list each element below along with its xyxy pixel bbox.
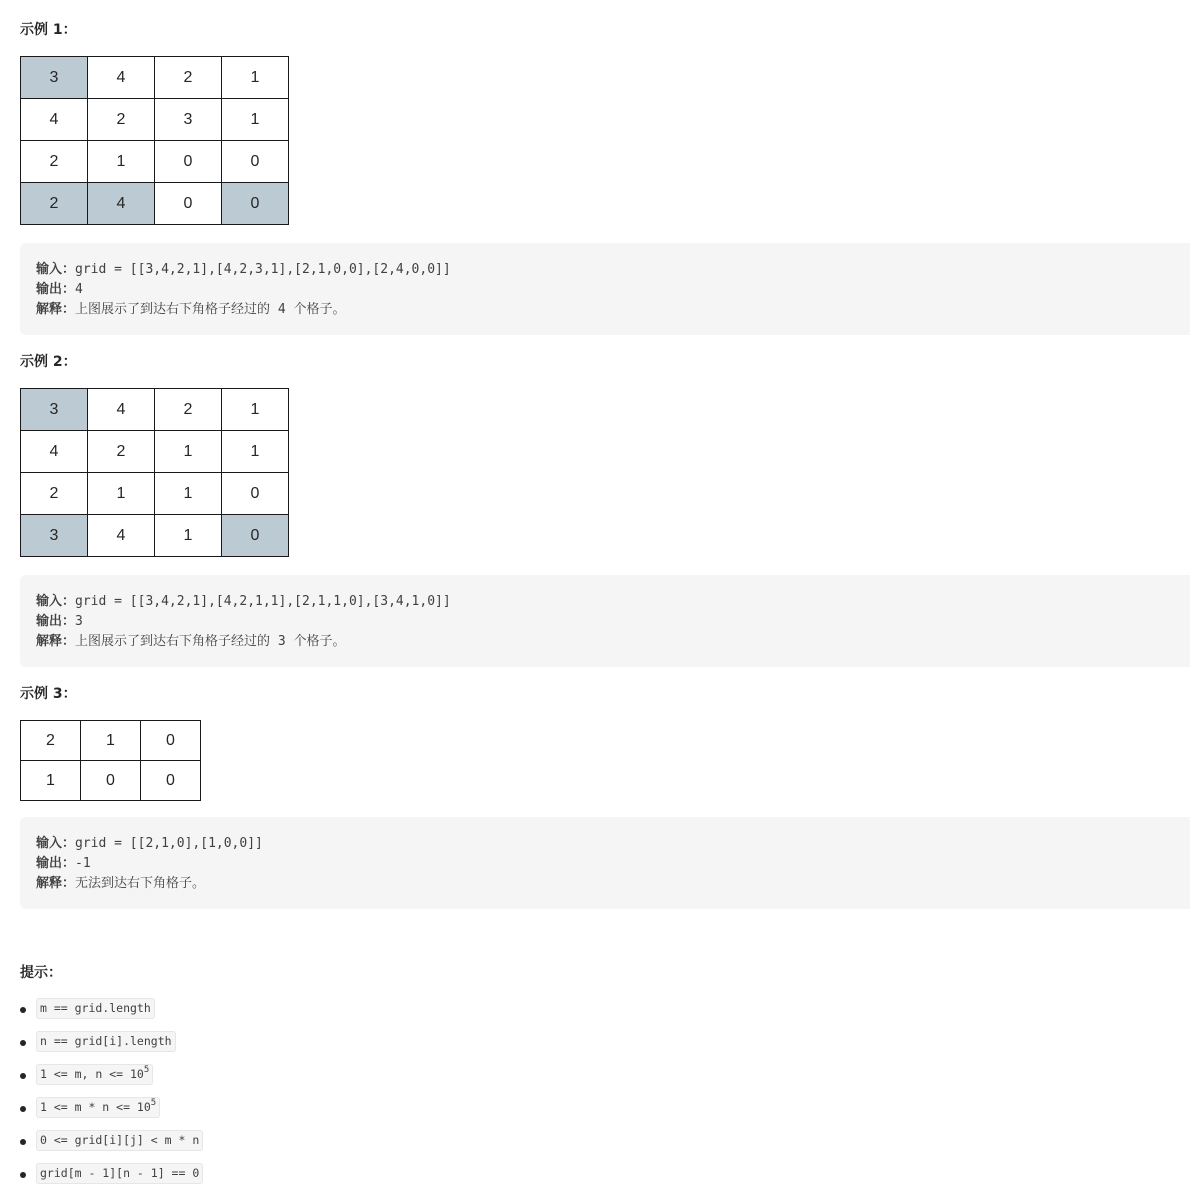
grid-row (21, 473, 289, 515)
grid-cell: 0 (222, 183, 289, 225)
grid-cell: 1 (155, 473, 222, 515)
explain-label: 解释： (36, 876, 76, 891)
example-2-heading: 示例 2： (20, 354, 77, 370)
grid-cell: 2 (21, 721, 81, 761)
hint-text: 1 <= m, n <= 10 (40, 1067, 144, 1081)
grid-row (21, 431, 289, 473)
hint-superscript: 5 (150, 1098, 157, 1108)
example-3-grid (20, 720, 201, 801)
grid-row (21, 57, 289, 99)
input-label: 输入： (36, 836, 76, 851)
example-1-explain-line (36, 300, 1190, 320)
grid-cell: 2 (155, 57, 222, 99)
hint-superscript: 5 (143, 1065, 150, 1075)
explain-label: 解释： (36, 634, 76, 649)
grid-cell: 3 (21, 57, 88, 99)
input-value: grid = [[3,4,2,1],[4,2,3,1],[2,1,0,0],[2,4,0,0]] (75, 262, 451, 277)
hints-heading: 提示： (20, 965, 62, 981)
example-2-input-line (36, 592, 1190, 612)
hint-text: grid[m - 1][n - 1] == 0 (40, 1166, 200, 1180)
grid-cell: 4 (21, 431, 88, 473)
grid-cell: 2 (21, 473, 88, 515)
hint-code (36, 1130, 203, 1151)
grid-row (21, 141, 289, 183)
hint-item (20, 1058, 203, 1091)
example-2-codeblock (20, 575, 1190, 667)
example-1-input-line (36, 260, 1190, 280)
hint-text: n == grid[i].length (40, 1034, 172, 1048)
grid-cell: 1 (222, 99, 289, 141)
hint-item (20, 992, 203, 1025)
example-3-codeblock (20, 817, 1190, 909)
grid-cell: 2 (21, 183, 88, 225)
grid-cell: 4 (88, 57, 155, 99)
example-2-grid (20, 388, 289, 557)
grid-cell: 2 (155, 389, 222, 431)
grid-row (21, 183, 289, 225)
grid-cell: 2 (21, 141, 88, 183)
output-value: -1 (75, 856, 91, 871)
hint-text: 1 <= m * n <= 10 (40, 1100, 151, 1114)
output-label: 输出： (36, 282, 76, 297)
example-1-heading: 示例 1： (20, 22, 77, 38)
grid-cell: 0 (155, 141, 222, 183)
hint-text: 0 <= grid[i][j] < m * n (40, 1133, 200, 1147)
example-2-explain-line (36, 632, 1190, 652)
grid-cell: 3 (21, 389, 88, 431)
grid-row (21, 99, 289, 141)
hint-code (36, 1064, 153, 1085)
grid-cell: 0 (222, 141, 289, 183)
input-label: 输入： (36, 594, 76, 609)
hint-code (36, 1163, 203, 1184)
grid-row (21, 389, 289, 431)
grid-cell: 1 (222, 57, 289, 99)
grid-cell: 3 (155, 99, 222, 141)
grid-cell: 4 (88, 389, 155, 431)
grid-cell: 1 (155, 515, 222, 557)
grid-cell: 0 (222, 515, 289, 557)
hint-text: m == grid.length (40, 1001, 151, 1015)
grid-cell: 2 (88, 99, 155, 141)
grid-row (21, 761, 201, 801)
example-2-output-line (36, 612, 1190, 632)
bullet-icon (20, 1139, 26, 1145)
output-value: 4 (75, 282, 83, 297)
grid-cell: 0 (81, 761, 141, 801)
bullet-icon (20, 1007, 26, 1013)
grid-cell: 0 (141, 721, 201, 761)
grid-cell: 1 (88, 473, 155, 515)
example-3-heading: 示例 3： (20, 686, 77, 702)
grid-row (21, 721, 201, 761)
bullet-icon (20, 1172, 26, 1178)
bullet-icon (20, 1040, 26, 1046)
hint-item (20, 1157, 203, 1190)
grid-cell: 1 (88, 141, 155, 183)
example-3-input-line (36, 834, 1190, 854)
grid-cell: 3 (21, 515, 88, 557)
grid-cell: 1 (222, 431, 289, 473)
example-3-output-line (36, 854, 1190, 874)
example-1-codeblock (20, 243, 1190, 335)
output-label: 输出： (36, 614, 76, 629)
grid-cell: 0 (222, 473, 289, 515)
grid-cell: 0 (141, 761, 201, 801)
grid-cell: 2 (88, 431, 155, 473)
grid-cell: 1 (81, 721, 141, 761)
grid-row (21, 515, 289, 557)
grid-cell: 4 (21, 99, 88, 141)
grid-cell: 1 (155, 431, 222, 473)
hint-item (20, 1091, 203, 1124)
output-value: 3 (75, 614, 83, 629)
hint-code (36, 1097, 160, 1118)
hint-item (20, 1025, 203, 1058)
grid-cell: 4 (88, 183, 155, 225)
input-value: grid = [[2,1,0],[1,0,0]] (75, 836, 263, 851)
input-value: grid = [[3,4,2,1],[4,2,1,1],[2,1,1,0],[3,4,1,0]] (75, 594, 451, 609)
hints-list (20, 992, 203, 1190)
explain-label: 解释： (36, 302, 76, 317)
hint-code (36, 998, 155, 1019)
bullet-icon (20, 1073, 26, 1079)
input-label: 输入： (36, 262, 76, 277)
explain-value: 上图展示了到达右下角格子经过的 4 个格子。 (75, 302, 346, 317)
hint-item (20, 1124, 203, 1157)
grid-cell: 0 (155, 183, 222, 225)
grid-cell: 4 (88, 515, 155, 557)
example-1-output-line (36, 280, 1190, 300)
example-1-grid (20, 56, 289, 225)
example-3-explain-line (36, 874, 1190, 894)
explain-value: 无法到达右下角格子。 (75, 876, 206, 891)
explain-value: 上图展示了到达右下角格子经过的 3 个格子。 (75, 634, 346, 649)
grid-cell: 1 (222, 389, 289, 431)
grid-cell: 1 (21, 761, 81, 801)
bullet-icon (20, 1106, 26, 1112)
hint-code (36, 1031, 176, 1052)
output-label: 输出： (36, 856, 76, 871)
